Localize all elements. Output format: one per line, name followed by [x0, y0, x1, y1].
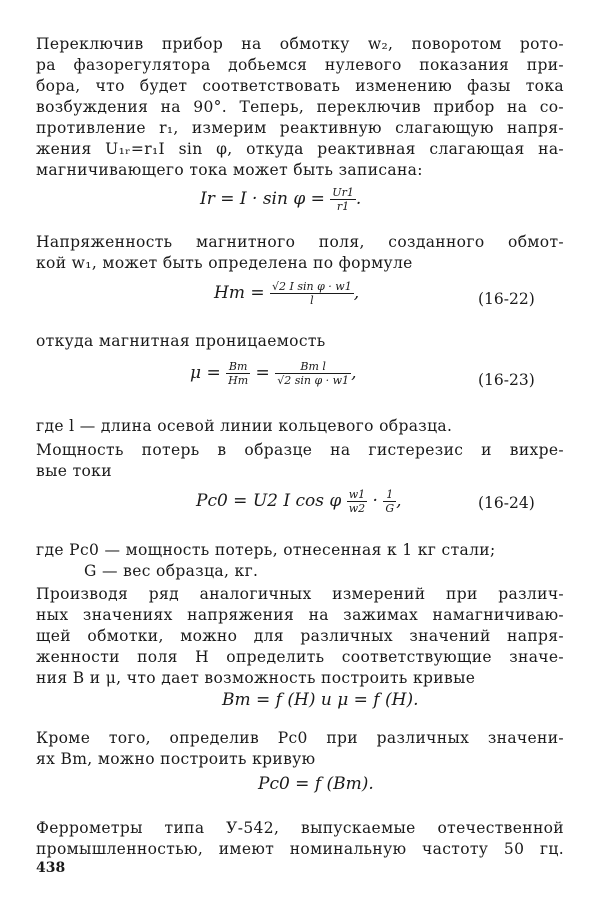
text-line: Производя ряд аналогичных измерений при различ-: [36, 585, 564, 603]
formula-reactive-current: [200, 186, 361, 213]
numerator: 1: [383, 488, 396, 502]
text-line: Мощность потерь в образце на гистерезис и вихре-: [36, 441, 564, 459]
fraction: [270, 280, 354, 307]
text-line: бора, что будет соответствовать изменению фазы тока: [36, 77, 564, 95]
text-line: ях Bm, можно построить кривую: [36, 750, 316, 768]
text-line: промышленностью, имеют номинальную частоту 50 гц.: [36, 840, 564, 858]
formula-loss-curve: Pс0 = f (Bm).: [258, 774, 374, 794]
numerator: Ur1: [332, 186, 354, 199]
denominator: √2 sin φ · w1: [277, 374, 350, 387]
text-line: ных значениях напряжения на зажимах намагничиваю-: [36, 606, 564, 624]
equation-number: (16-23): [478, 371, 535, 389]
denominator: l: [310, 294, 314, 307]
text-line: ния B и μ, что дает возможность построить кривые: [36, 669, 476, 687]
text-line: щей обмотки, можно для различных значений напря-: [36, 627, 564, 645]
text-line: Напряженность магнитного поля, созданного обмот-: [36, 233, 564, 251]
text-line: жения U₁ᵣ=r₁I sin φ, откуда реактивная слагающая на-: [36, 140, 564, 158]
text-line: где l — длина осевой линии кольцевого образца.: [36, 417, 453, 435]
fraction: [347, 488, 367, 515]
numerator: Bm l: [275, 360, 351, 374]
text-line: G — вес образца, кг.: [84, 562, 259, 580]
text-line: магничивающего тока может быть записана:: [36, 161, 423, 179]
denominator: w2: [348, 502, 366, 515]
fraction: [226, 360, 250, 387]
formula-punct: ,: [353, 283, 360, 303]
equation-number: (16-24): [478, 494, 535, 512]
text-line: кой w₁, может быть определена по формуле: [36, 254, 413, 272]
text-line: откуда магнитная проницаемость: [36, 332, 326, 350]
fraction: [330, 186, 356, 213]
text-line: вые токи: [36, 462, 112, 480]
page-number: 438: [36, 860, 66, 876]
text-line: противление r₁, измерим реактивную слагающую напря-: [36, 119, 564, 137]
numerator: Bm: [226, 360, 250, 374]
denominator: Hm: [228, 374, 249, 387]
text-line: Кроме того, определив Pс0 при различных значени-: [36, 729, 564, 747]
denominator: r1: [336, 200, 350, 213]
text-line: женности поля H определить соответствующие значе-: [36, 648, 564, 666]
fraction: [383, 488, 396, 515]
formula-punct: ,: [351, 363, 357, 383]
formula-curves: Bm = f (H) и μ = f (H).: [222, 690, 419, 710]
formula-lhs: Pс0 = U2 I cos φ: [196, 491, 342, 511]
formula-operator: =: [255, 363, 270, 383]
text-line: возбуждения на 90°. Теперь, переключив прибор на со-: [36, 98, 564, 116]
formula-lhs: Ir = I · sin φ =: [200, 189, 325, 209]
formula-punct: ,: [396, 491, 402, 511]
numerator: w1: [348, 488, 366, 501]
text-line: Переключив прибор на обмотку w₂, поворотом рото-: [36, 35, 564, 53]
formula-punct: .: [355, 189, 362, 209]
fraction: [275, 360, 351, 387]
text-line: Феррометры типа У-542, выпускаемые отечественной: [36, 819, 564, 837]
formula-loss-power: [196, 488, 402, 515]
formula-lhs: μ =: [190, 363, 221, 383]
formula-operator: ·: [372, 491, 378, 511]
formula-permeability: [190, 360, 356, 387]
formula-lhs: Hm =: [214, 283, 265, 303]
denominator: G: [385, 502, 395, 515]
equation-number: (16-22): [478, 290, 535, 308]
numerator: √2 I sin φ · w1: [272, 280, 352, 293]
text-line: ра фазорегулятора добьемся нулевого показания при-: [36, 56, 564, 74]
formula-field-strength: [214, 280, 359, 307]
text-line: где Pс0 — мощность потерь, отнесенная к 1 кг стали;: [36, 541, 496, 559]
